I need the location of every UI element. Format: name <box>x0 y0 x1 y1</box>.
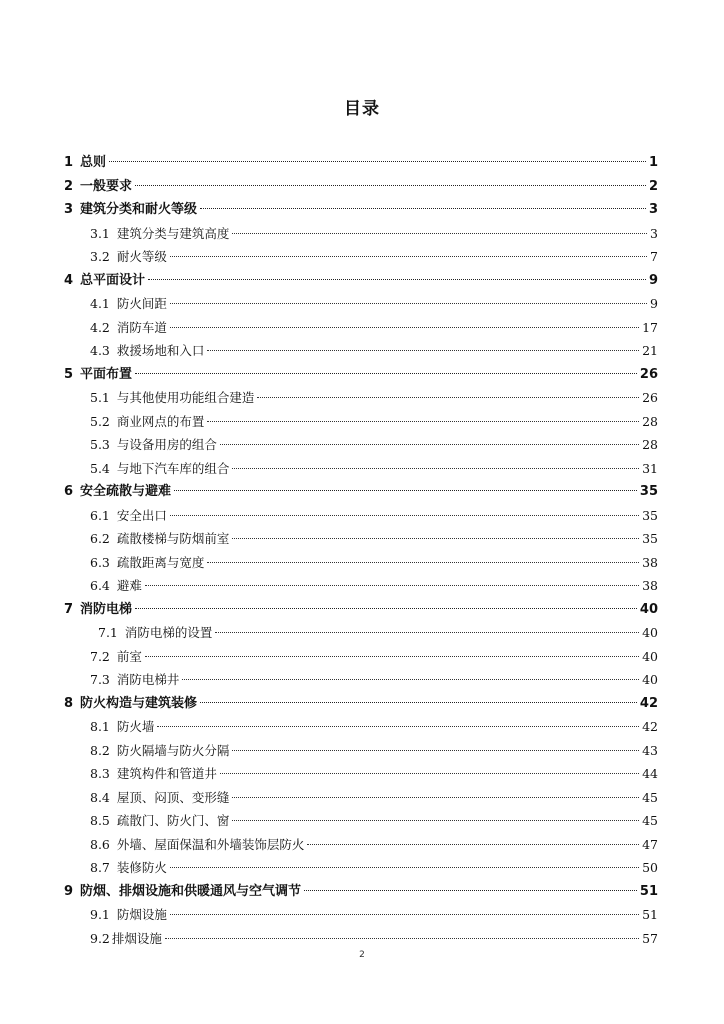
dot-leader <box>232 796 639 798</box>
toc-entry-number: 7 <box>64 601 74 617</box>
toc-entry-label: 防火构造与建筑装修 <box>80 695 198 711</box>
toc-entry-label: 避难 <box>116 578 142 593</box>
toc-entry-page: 1 <box>648 155 658 170</box>
toc-entry-page: 35 <box>642 531 658 546</box>
page-number: 2 <box>359 950 365 960</box>
toc-entry-page: 26 <box>639 366 658 382</box>
toc-entry-label: 与设备用房的组合 <box>116 437 217 452</box>
toc-entry-number: 6.1 <box>90 507 110 523</box>
toc-section-entry[interactable] <box>64 739 658 763</box>
toc-section-entry[interactable] <box>64 386 658 410</box>
toc-entry-label: 屋顶、闷顶、变形缝 <box>116 789 230 805</box>
dot-leader <box>170 302 647 304</box>
toc-entry-label: 装修防火 <box>116 860 167 875</box>
toc-entry-label: 一般要求 <box>80 178 133 194</box>
toc-entry-page: 44 <box>642 766 658 781</box>
dot-leader <box>220 772 639 774</box>
toc-entry-page: 47 <box>642 836 658 852</box>
toc-chapter-entry[interactable] <box>64 880 658 904</box>
dot-leader <box>304 889 637 891</box>
toc-chapter-entry[interactable] <box>64 175 658 199</box>
toc-entry-label: 建筑构件和管道井 <box>116 766 217 781</box>
toc-entry-number: 9.1 <box>90 907 110 922</box>
dot-leader <box>170 255 647 257</box>
toc-section-entry[interactable] <box>64 527 658 551</box>
toc-entry-page: 9 <box>650 296 658 311</box>
page-title: 目录 <box>344 99 380 119</box>
dot-leader <box>220 443 639 445</box>
dot-leader <box>232 749 639 751</box>
toc-chapter-entry[interactable] <box>64 269 658 293</box>
toc-entry-page: 35 <box>642 507 658 523</box>
toc-entry-label: 安全疏散与避难 <box>80 484 172 499</box>
toc-entry-label: 防火隔墙与防火分隔 <box>116 742 230 758</box>
toc-entry-number: 5.1 <box>90 390 110 405</box>
toc-entry-label: 前室 <box>116 648 142 664</box>
toc-section-entry[interactable] <box>64 762 658 786</box>
toc-entry-page: 42 <box>639 695 658 711</box>
dot-leader <box>207 420 639 422</box>
toc-entry-number: 5.4 <box>90 460 110 476</box>
dot-leader <box>232 467 639 469</box>
dot-leader <box>232 537 639 539</box>
toc-entry-number: 5.3 <box>90 437 110 452</box>
toc-entry-number: 8 <box>64 695 74 711</box>
dot-leader <box>170 866 639 868</box>
dot-leader <box>148 278 646 280</box>
toc-entry-page: 3 <box>648 202 658 217</box>
toc-chapter-entry[interactable] <box>64 480 658 504</box>
toc-entry-number: 5.2 <box>90 413 110 429</box>
toc-chapter-entry[interactable] <box>64 363 658 387</box>
toc-entry-number: 8.2 <box>90 742 110 758</box>
dot-leader <box>145 655 639 657</box>
toc-entry-label: 安全出口 <box>116 507 167 523</box>
toc-entry-label: 总平面设计 <box>80 272 146 288</box>
toc-entry-page: 42 <box>642 719 658 734</box>
dot-leader <box>207 349 639 351</box>
toc-entry-number: 3 <box>64 202 74 217</box>
toc-entry-number: 6.2 <box>90 531 110 546</box>
toc-entry-page: 2 <box>648 178 658 194</box>
dot-leader <box>174 489 637 491</box>
toc-entry-number: 7.2 <box>90 648 110 664</box>
dot-leader <box>135 184 646 186</box>
toc-entry-page: 45 <box>642 813 658 828</box>
toc-entry-number: 8.4 <box>90 789 110 805</box>
dot-leader <box>109 160 646 162</box>
toc-entry-number: 4.1 <box>90 296 110 311</box>
toc-entry-number: 7.3 <box>90 672 110 687</box>
toc-entry-label: 疏散楼梯与防烟前室 <box>116 531 230 546</box>
toc-entry-page: 51 <box>642 907 658 922</box>
dot-leader <box>170 326 639 328</box>
toc-entry-number: 4.2 <box>90 319 110 335</box>
toc-entry-number: 8.3 <box>90 766 110 781</box>
toc-entry-number: 3.2 <box>90 249 110 264</box>
toc-entry-page: 28 <box>642 437 658 452</box>
toc-entry-number: 6.3 <box>90 554 110 570</box>
toc-entry-label: 防火间距 <box>116 296 167 311</box>
dot-leader <box>200 207 646 209</box>
toc-entry-label: 消防电梯 <box>80 601 133 617</box>
toc-chapter-entry[interactable] <box>64 151 658 175</box>
toc-entry-number: 3.1 <box>90 225 110 241</box>
toc-section-entry[interactable] <box>64 339 658 363</box>
toc-entry-label: 总则 <box>80 155 107 170</box>
toc-entry-page: 51 <box>639 883 658 899</box>
toc-entry-label: 防火墙 <box>116 719 155 734</box>
toc-entry-label: 消防电梯井 <box>116 672 180 687</box>
dot-leader <box>307 843 639 845</box>
toc-section-entry[interactable] <box>64 410 658 434</box>
table-of-contents <box>64 151 658 950</box>
toc-entry-label: 商业网点的布置 <box>116 413 205 429</box>
toc-entry-label: 与地下汽车库的组合 <box>116 460 230 476</box>
toc-entry-number: 4.3 <box>90 343 110 358</box>
toc-section-entry[interactable] <box>64 621 658 645</box>
toc-entry-number: 8.7 <box>90 860 110 875</box>
toc-entry-page: 21 <box>642 343 658 358</box>
toc-entry-page: 43 <box>642 742 658 758</box>
toc-section-entry[interactable] <box>64 316 658 340</box>
toc-entry-label: 救援场地和入口 <box>116 343 205 358</box>
toc-section-entry[interactable] <box>64 245 658 269</box>
toc-section-entry[interactable] <box>64 551 658 575</box>
dot-leader <box>207 561 639 563</box>
dot-leader <box>145 584 639 586</box>
toc-entry-label: 消防电梯的设置 <box>124 625 213 640</box>
toc-entry-page: 31 <box>642 460 658 476</box>
toc-entry-page: 38 <box>642 578 658 593</box>
toc-section-entry[interactable] <box>64 433 658 457</box>
toc-entry-label: 耐火等级 <box>116 249 167 264</box>
toc-section-entry[interactable] <box>64 809 658 833</box>
dot-leader <box>165 937 639 939</box>
toc-entry-label: 建筑分类和耐火等级 <box>80 202 198 217</box>
toc-section-entry[interactable] <box>64 504 658 528</box>
toc-entry-number: 6 <box>64 484 74 499</box>
dot-leader <box>257 396 639 398</box>
toc-entry-number: 8.1 <box>90 719 110 734</box>
dot-leader <box>157 725 639 727</box>
toc-chapter-entry[interactable] <box>64 692 658 716</box>
dot-leader <box>182 678 639 680</box>
toc-entry-number: 2 <box>64 178 74 194</box>
toc-section-entry[interactable] <box>64 292 658 316</box>
toc-section-entry[interactable] <box>64 222 658 246</box>
toc-entry-page: 28 <box>642 413 658 429</box>
toc-section-entry[interactable] <box>64 903 658 927</box>
toc-chapter-entry[interactable] <box>64 598 658 622</box>
toc-section-entry[interactable] <box>64 856 658 880</box>
toc-entry-label: 与其他使用功能组合建造 <box>116 390 255 405</box>
dot-leader <box>232 819 639 821</box>
dot-leader <box>232 232 647 234</box>
toc-entry-number: 9 <box>64 883 74 899</box>
toc-entry-page: 35 <box>639 484 658 499</box>
toc-entry-number: 7.1 <box>98 625 118 640</box>
toc-entry-page: 26 <box>642 390 658 405</box>
toc-entry-label: 平面布置 <box>80 366 133 382</box>
toc-entry-label: 外墙、屋面保温和外墙装饰层防火 <box>116 836 305 852</box>
toc-entry-label: 消防车道 <box>116 319 167 335</box>
toc-entry-page: 38 <box>642 554 658 570</box>
toc-entry-page: 40 <box>642 648 658 664</box>
toc-entry-page: 57 <box>642 930 658 946</box>
toc-entry-label: 疏散距离与宽度 <box>116 554 205 570</box>
toc-entry-page: 50 <box>642 860 658 875</box>
toc-entry-page: 40 <box>642 672 658 687</box>
toc-entry-number: 9.2 <box>90 930 110 946</box>
toc-entry-label: 建筑分类与建筑高度 <box>116 225 230 241</box>
toc-chapter-entry[interactable] <box>64 198 658 222</box>
toc-section-entry[interactable] <box>64 833 658 857</box>
dot-leader <box>170 913 639 915</box>
toc-entry-page: 3 <box>650 225 658 241</box>
dot-leader <box>135 372 637 374</box>
toc-section-entry[interactable] <box>64 645 658 669</box>
dot-leader <box>135 607 637 609</box>
toc-section-entry[interactable] <box>64 715 658 739</box>
toc-entry-page: 9 <box>648 272 658 288</box>
toc-entry-label: 疏散门、防火门、窗 <box>116 813 230 828</box>
dot-leader <box>200 701 637 703</box>
toc-section-entry[interactable] <box>64 574 658 598</box>
toc-entry-page: 40 <box>639 601 658 617</box>
toc-entry-number: 6.4 <box>90 578 110 593</box>
toc-section-entry[interactable] <box>64 786 658 810</box>
toc-entry-number: 8.6 <box>90 836 110 852</box>
toc-entry-number: 4 <box>64 272 74 288</box>
toc-entry-label: 防烟设施 <box>116 907 167 922</box>
toc-entry-number: 8.5 <box>90 813 110 828</box>
toc-entry-page: 7 <box>650 249 658 264</box>
dot-leader <box>215 631 639 633</box>
toc-entry-page: 40 <box>642 625 658 640</box>
toc-entry-page: 45 <box>642 789 658 805</box>
toc-section-entry[interactable] <box>64 927 658 951</box>
toc-entry-number: 5 <box>64 366 74 382</box>
toc-entry-label: 防烟、排烟设施和供暖通风与空气调节 <box>80 883 302 899</box>
toc-entry-label: 排烟设施 <box>111 930 162 946</box>
toc-entry-page: 17 <box>642 319 658 335</box>
toc-section-entry[interactable] <box>64 457 658 481</box>
toc-section-entry[interactable] <box>64 668 658 692</box>
toc-entry-number: 1 <box>64 155 74 170</box>
dot-leader <box>170 514 639 516</box>
